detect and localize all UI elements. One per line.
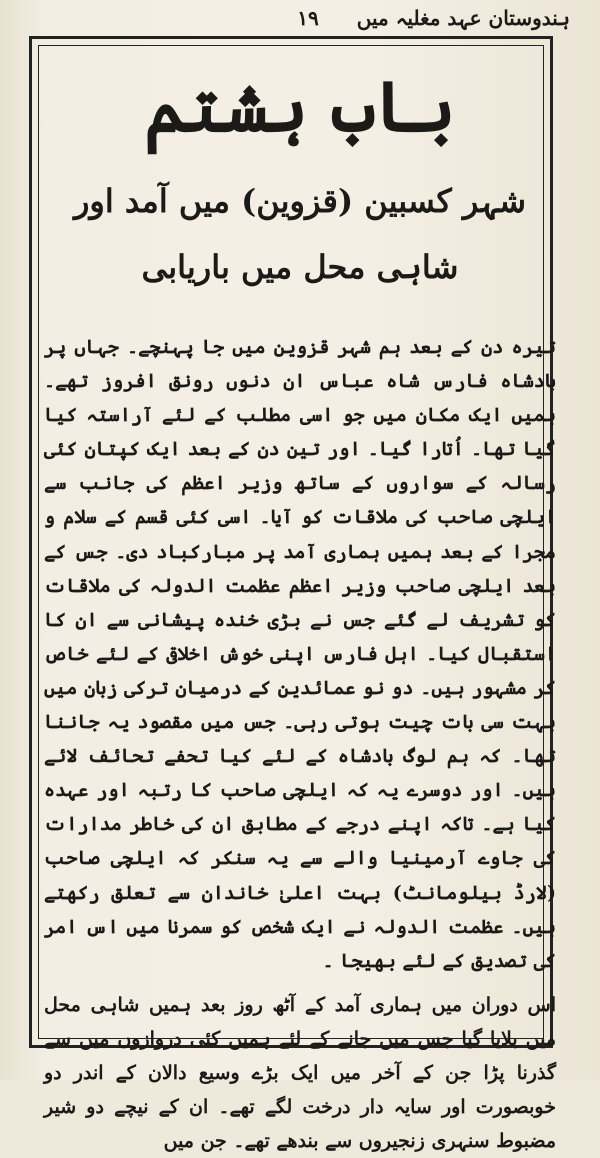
running-title: ہندوستان عہد مغلیہ میں [356,6,570,30]
page-number: ۱۹ [297,6,319,30]
chapter-heading: باب ہشتم [144,65,456,148]
chapter-title: شہر کسبین (قزوین) میں آمد اور شاہی محل میں باریابی [73,182,527,286]
paragraph: اس دوران میں ہماری آمد کے آٹھ روز بعد ہمیں شاہی محل میں بلایا گیا جس میں جانے کے لئے ہمیں کئی دروازوں میں سے گذرنا پڑا جن کے آخر میں ایک بڑے وسیع دالان کے اندر دو خوبصورت اور سایہ دار درخت لگے تھے۔ ان کے نیچے دو شیر مضبوط سنہری زنجیروں سے بندھے تھے۔ جن میں [44,993,556,1153]
running-head [40,4,570,34]
body-text [44,330,556,1158]
paragraph: تیرہ دن کے بعد ہم شہر قزوین میں جا پہنچے۔ جہاں پر بادشاہ فارس شاہ عباس ان دنوں رونق افروز تھے۔ ہمیں ایک مکان میں جو اسی مطلب کے لئے آراستہ کیا گیا تھا۔ اُتارا گیا۔ اور تین دن کے بعد ایک کپتان کئی رسالہ کے سواروں کے ساتھ وزیر اعظم کی جانب سے ایلچی صاحب کی ملاقات کو آیا۔ اسی کئی قسم کے سلام و مجرا کے بعد ہمیں ہماری آمد پر مبارکباد دی۔ جس کے بعد ایلچی صاحب وزیر اعظم عظمت الدولہ کی ملاقات کو تشریف لے گئے جس نے بڑی خندہ پیشانی سے ان کا استقبال کیا۔ اہل فارس اپنی خوش اخلاقی کے لئے خاص کر مشہور ہیں۔ دو نو عمائدین کے درمیان ترکی زبان میں بہت سی بات چیت ہوتی رہی۔ جس میں مقصود یہ جاننا تھا۔ کہ ہم لوگ بادشاہ کے لئے کیا تحفے تحائف لائے ہیں۔ اور دوسرے یہ کہ ایلچی صاحب کا رتبہ اور عہدہ کیا ہے۔ تاکہ اپنے درجے کے مطابق ان کی خاطر مدارات کی جاوے آرمینیا والے سے یہ سنکر کہ ایلچی صاحب (لارڈ بیلومانٹ) بہت اعلیٰ خاندان سے تعلق رکھتے ہیں۔ عظمت الدولہ نے ایک شخص کو سمرنا میں اس امر کی تصدیق کے لئے بھیجا ۔ [44,336,556,972]
